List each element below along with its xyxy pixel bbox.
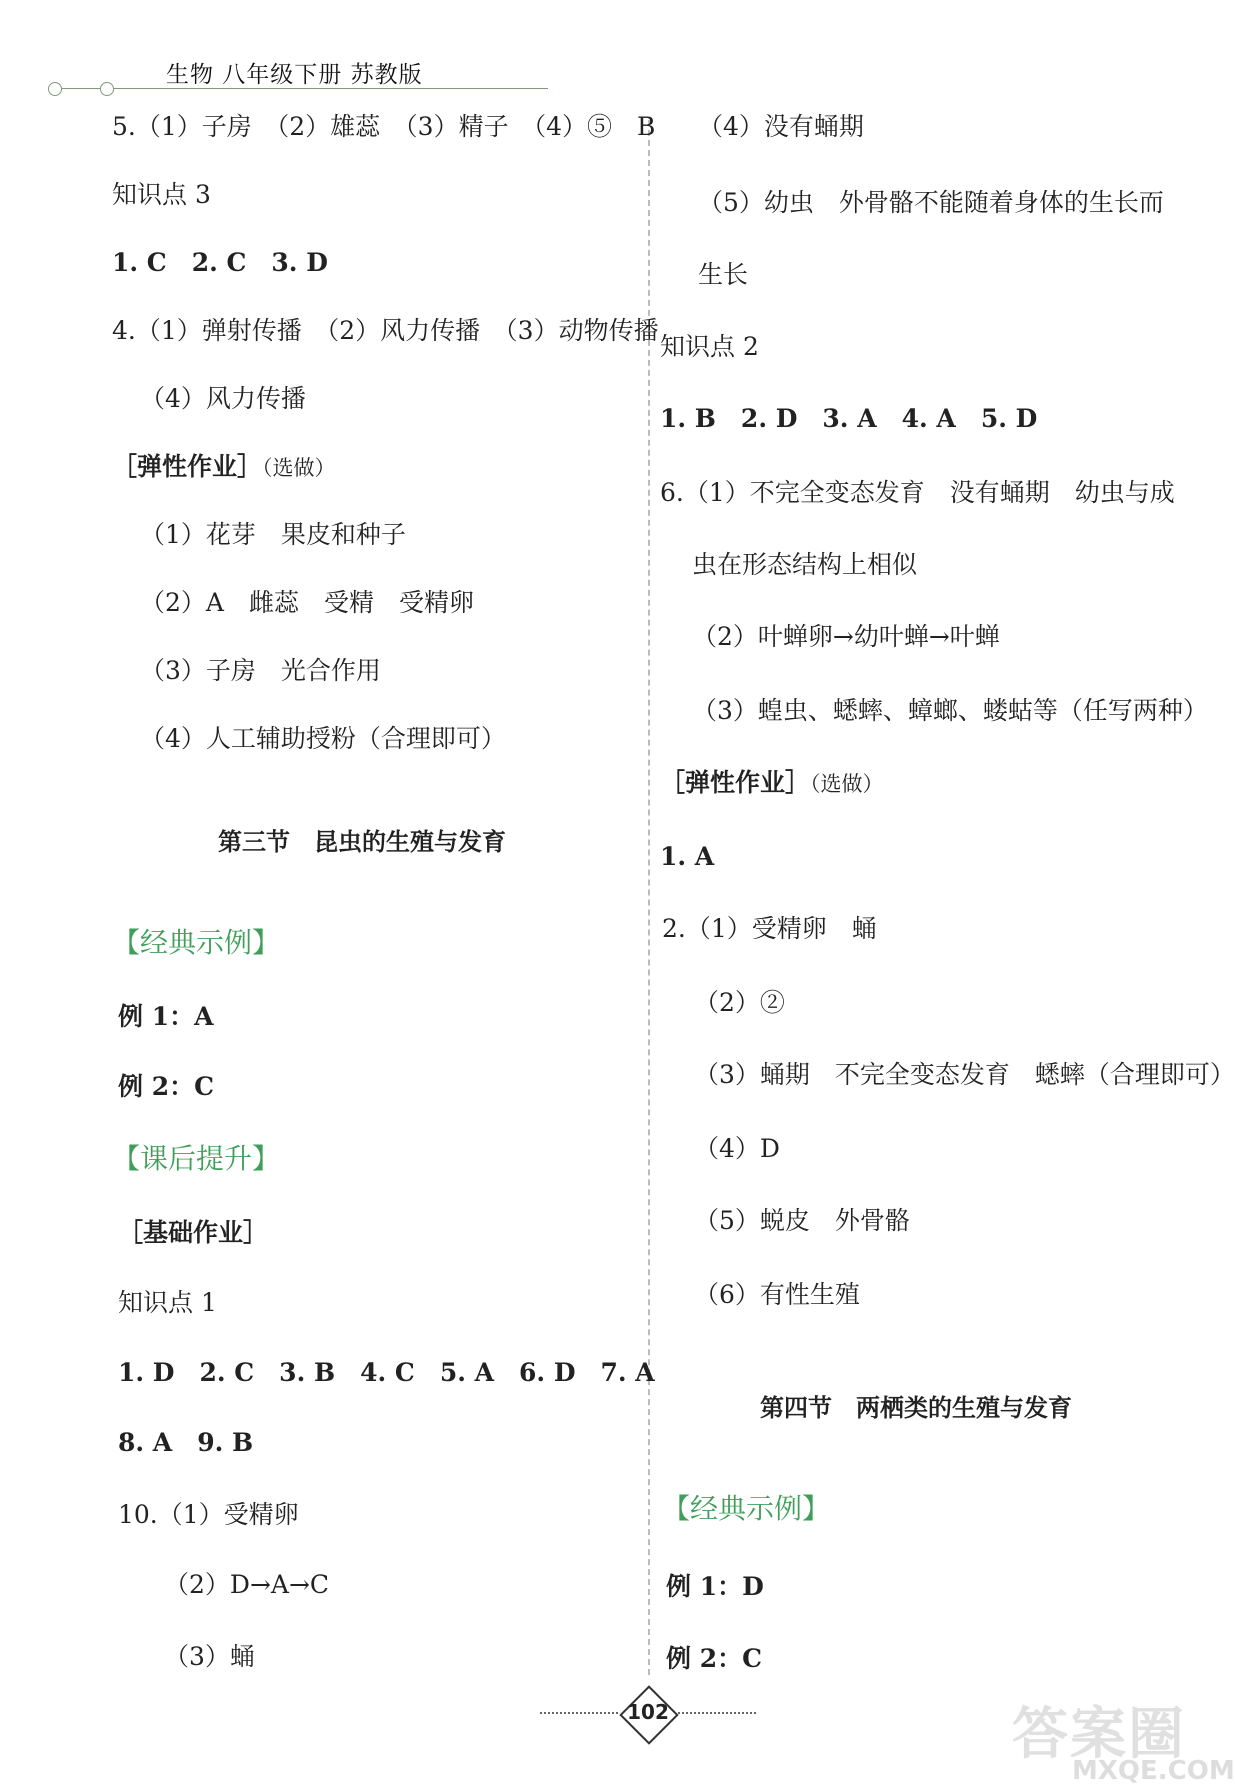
- section-title: 第四节 两栖类的生殖与发育: [760, 1394, 1072, 1422]
- answer-line: （3）蝗虫、蟋蟀、蟑螂、蝼蛄等（任写两种）: [692, 696, 1208, 725]
- answer-line: （4）没有蛹期: [698, 112, 864, 141]
- example-answer: 例 1：D: [666, 1572, 764, 1601]
- example-answer: 例 2：C: [666, 1644, 762, 1673]
- optional-note: （选做）: [810, 772, 884, 796]
- answer-line: （3）子房 光合作用: [140, 656, 381, 685]
- footer-dots-left: [540, 1712, 618, 1714]
- basic-homework-label: ［基础作业］: [118, 1218, 269, 1247]
- answer-line: 1. D 2. C 3. B 4. C 5. A 6. D 7. A: [118, 1358, 655, 1387]
- classic-example-heading: 【经典示例】: [662, 1492, 831, 1525]
- elastic-homework-title: ［弹性作业］: [112, 452, 263, 481]
- watermark-url: MXQE.COM: [1072, 1756, 1235, 1786]
- section-title: 第三节 昆虫的生殖与发育: [218, 828, 506, 856]
- answer-line: （4）D: [694, 1134, 780, 1163]
- elastic-homework-label: [660, 768, 884, 799]
- optional-note: （选做）: [262, 456, 336, 480]
- example-answer: 例 2：C: [118, 1072, 214, 1101]
- page-header: [48, 52, 548, 102]
- classic-example-heading: 【经典示例】: [112, 926, 281, 959]
- after-class-heading: 【课后提升】: [112, 1142, 281, 1175]
- page-number: 102: [627, 1700, 669, 1724]
- answer-line: （5）蜕皮 外骨骼: [694, 1206, 910, 1235]
- header-dot-left: [48, 82, 62, 96]
- answer-line: （5）幼虫 外骨骼不能随着身体的生长而: [698, 188, 1164, 217]
- answer-line: （4）人工辅助授粉（合理即可）: [140, 724, 506, 753]
- answer-line: 5.（1）子房 （2）雄蕊 （3）精子 （4）⑤ B: [112, 112, 656, 141]
- answer-line: 6.（1）不完全变态发育 没有蛹期 幼虫与成: [660, 478, 1175, 507]
- knowledge-point-heading: 知识点 3: [112, 180, 211, 209]
- answer-line: 1. A: [660, 842, 715, 871]
- answer-line: （6）有性生殖: [694, 1280, 860, 1309]
- answer-line: 1. C 2. C 3. D: [112, 248, 328, 277]
- header-title: 生物 八年级下册 苏教版: [166, 62, 423, 88]
- answer-line: （4）风力传播: [140, 384, 306, 413]
- answer-line: （2）叶蝉卵→幼叶蝉→叶蝉: [692, 622, 1000, 651]
- answer-line: 1. B 2. D 3. A 4. A 5. D: [660, 404, 1038, 433]
- watermark-text: 答案圈: [1012, 1702, 1186, 1767]
- answer-line: 生长: [698, 260, 749, 289]
- footer-dots-right: [678, 1712, 756, 1714]
- answer-line: （3）蛹期 不完全变态发育 蟋蟀（合理即可）: [694, 1060, 1235, 1089]
- answer-line: （3）蛹: [164, 1642, 255, 1671]
- page-number-badge: [622, 1688, 674, 1740]
- answer-line: （1）花芽 果皮和种子: [140, 520, 406, 549]
- header-dot-right: [100, 82, 114, 96]
- knowledge-point-heading: 知识点 2: [660, 332, 759, 361]
- elastic-homework-label: [112, 452, 336, 483]
- answer-line: （2）D→A→C: [164, 1570, 330, 1599]
- knowledge-point-heading: 知识点 1: [118, 1288, 217, 1317]
- answer-line: （2）②: [694, 988, 785, 1017]
- answer-line: 2.（1）受精卵 蛹: [662, 914, 877, 943]
- answer-line: 10.（1）受精卵: [118, 1500, 299, 1529]
- column-divider: [648, 120, 650, 1675]
- example-answer: 例 1：A: [118, 1002, 214, 1031]
- elastic-homework-title: ［弹性作业］: [660, 768, 811, 797]
- answer-line: 4.（1）弹射传播 （2）风力传播 （3）动物传播: [112, 316, 659, 345]
- watermark-logo: [1012, 1690, 1235, 1786]
- answer-line: 8. A 9. B: [118, 1428, 254, 1457]
- answer-line: （2）A 雌蕊 受精 受精卵: [140, 588, 474, 617]
- answer-line: 虫在形态结构上相似: [692, 550, 918, 579]
